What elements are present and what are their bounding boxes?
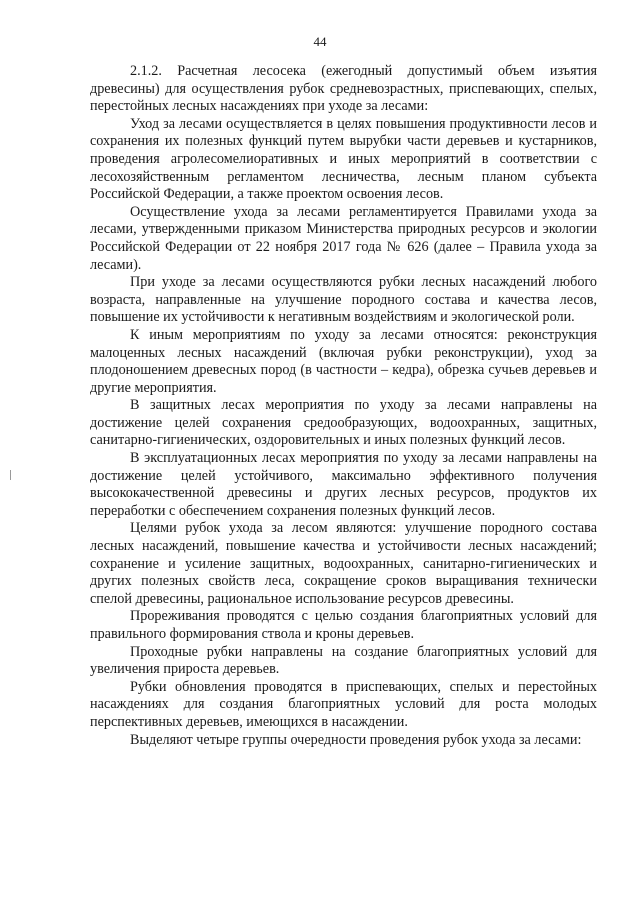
paragraph: При уходе за лесами осуществляются рубки лесных насаждений любого возраста, направленные на улучшение породного состава и качества лесов, повышение их устойчивости к негативным воздействиям и экологической роли.: [90, 274, 597, 326]
paragraph: К иным мероприятиям по уходу за лесами относятся: реконструкция малоценных лесных насаждений (включая рубки реконструкции), уход за плодоношением древесных пород (в частности – кедра), обрезка сучьев деревьев и другие мероприятия.: [90, 326, 597, 396]
paragraph: Целями рубок ухода за лесом являются: улучшение породного состава лесных насаждений, повышение качества и устойчивости лесных насаждений; сохранение и усиление защитных, водоохранных, санитарно-гигиенических и других полезных свойств леса, сокращение сроков выращивания технически спелой древесины, рациональное использование ресурсов древесины.: [90, 520, 597, 607]
paragraph: Осуществление ухода за лесами регламентируется Правилами ухода за лесами, утвержденными приказом Министерства природных ресурсов и экологии Российской Федерации от 22 ноября 2017 года № 626 (далее – Правила ухода за лесами).: [90, 203, 597, 273]
paragraph: В защитных лесах мероприятия по уходу за лесами направлены на достижение целей сохранения средообразующих, водоохранных, защитных, санитарно-гигиенических, оздоровительных и иных полезных функций лесов.: [90, 397, 597, 449]
document-body: [90, 63, 597, 749]
paragraph: Выделяют четыре группы очередности проведения рубок ухода за лесами:: [130, 731, 582, 748]
paragraph-section-heading: 2.1.2. Расчетная лесосека (ежегодный допустимый объем изъятия древесины) для осуществления рубок средневозрастных, приспевающих, спелых, перестойных лесных насаждениях при уходе за лесами:: [90, 63, 597, 115]
paragraph: Рубки обновления проводятся в приспевающих, спелых и перестойных насаждениях для создания благоприятных условий для роста молодых перспективных деревьев, имеющихся в насаждении.: [90, 678, 597, 730]
paragraph: Проходные рубки направлены на создание благоприятных условий для увеличения прироста деревьев.: [90, 643, 597, 678]
paragraph: Прореживания проводятся с целью создания благоприятных условий для правильного формирования ствола и кроны деревьев.: [90, 608, 597, 642]
scan-margin-mark: [10, 470, 11, 480]
page-number: 44: [313, 34, 327, 49]
paragraph: Уход за лесами осуществляется в целях повышения продуктивности лесов и сохранения их полезных функций путем вырубки части деревьев и кустарников, проведения агролесомелиоративных и иных мероприятий в соответствии с лесохозяйственным регламентом лесничества, лесным планом субъекта Российской Федерации, а также проектом освоения лесов.: [90, 115, 597, 203]
paragraph: В эксплуатационных лесах мероприятия по уходу за лесами направлены на достижение целей устойчивого, максимально эффективного получения высококачественной древесины и других лесных ресурсов, продуктов их переработки с обеспечением сохранения полезных функций лесов.: [90, 450, 597, 519]
